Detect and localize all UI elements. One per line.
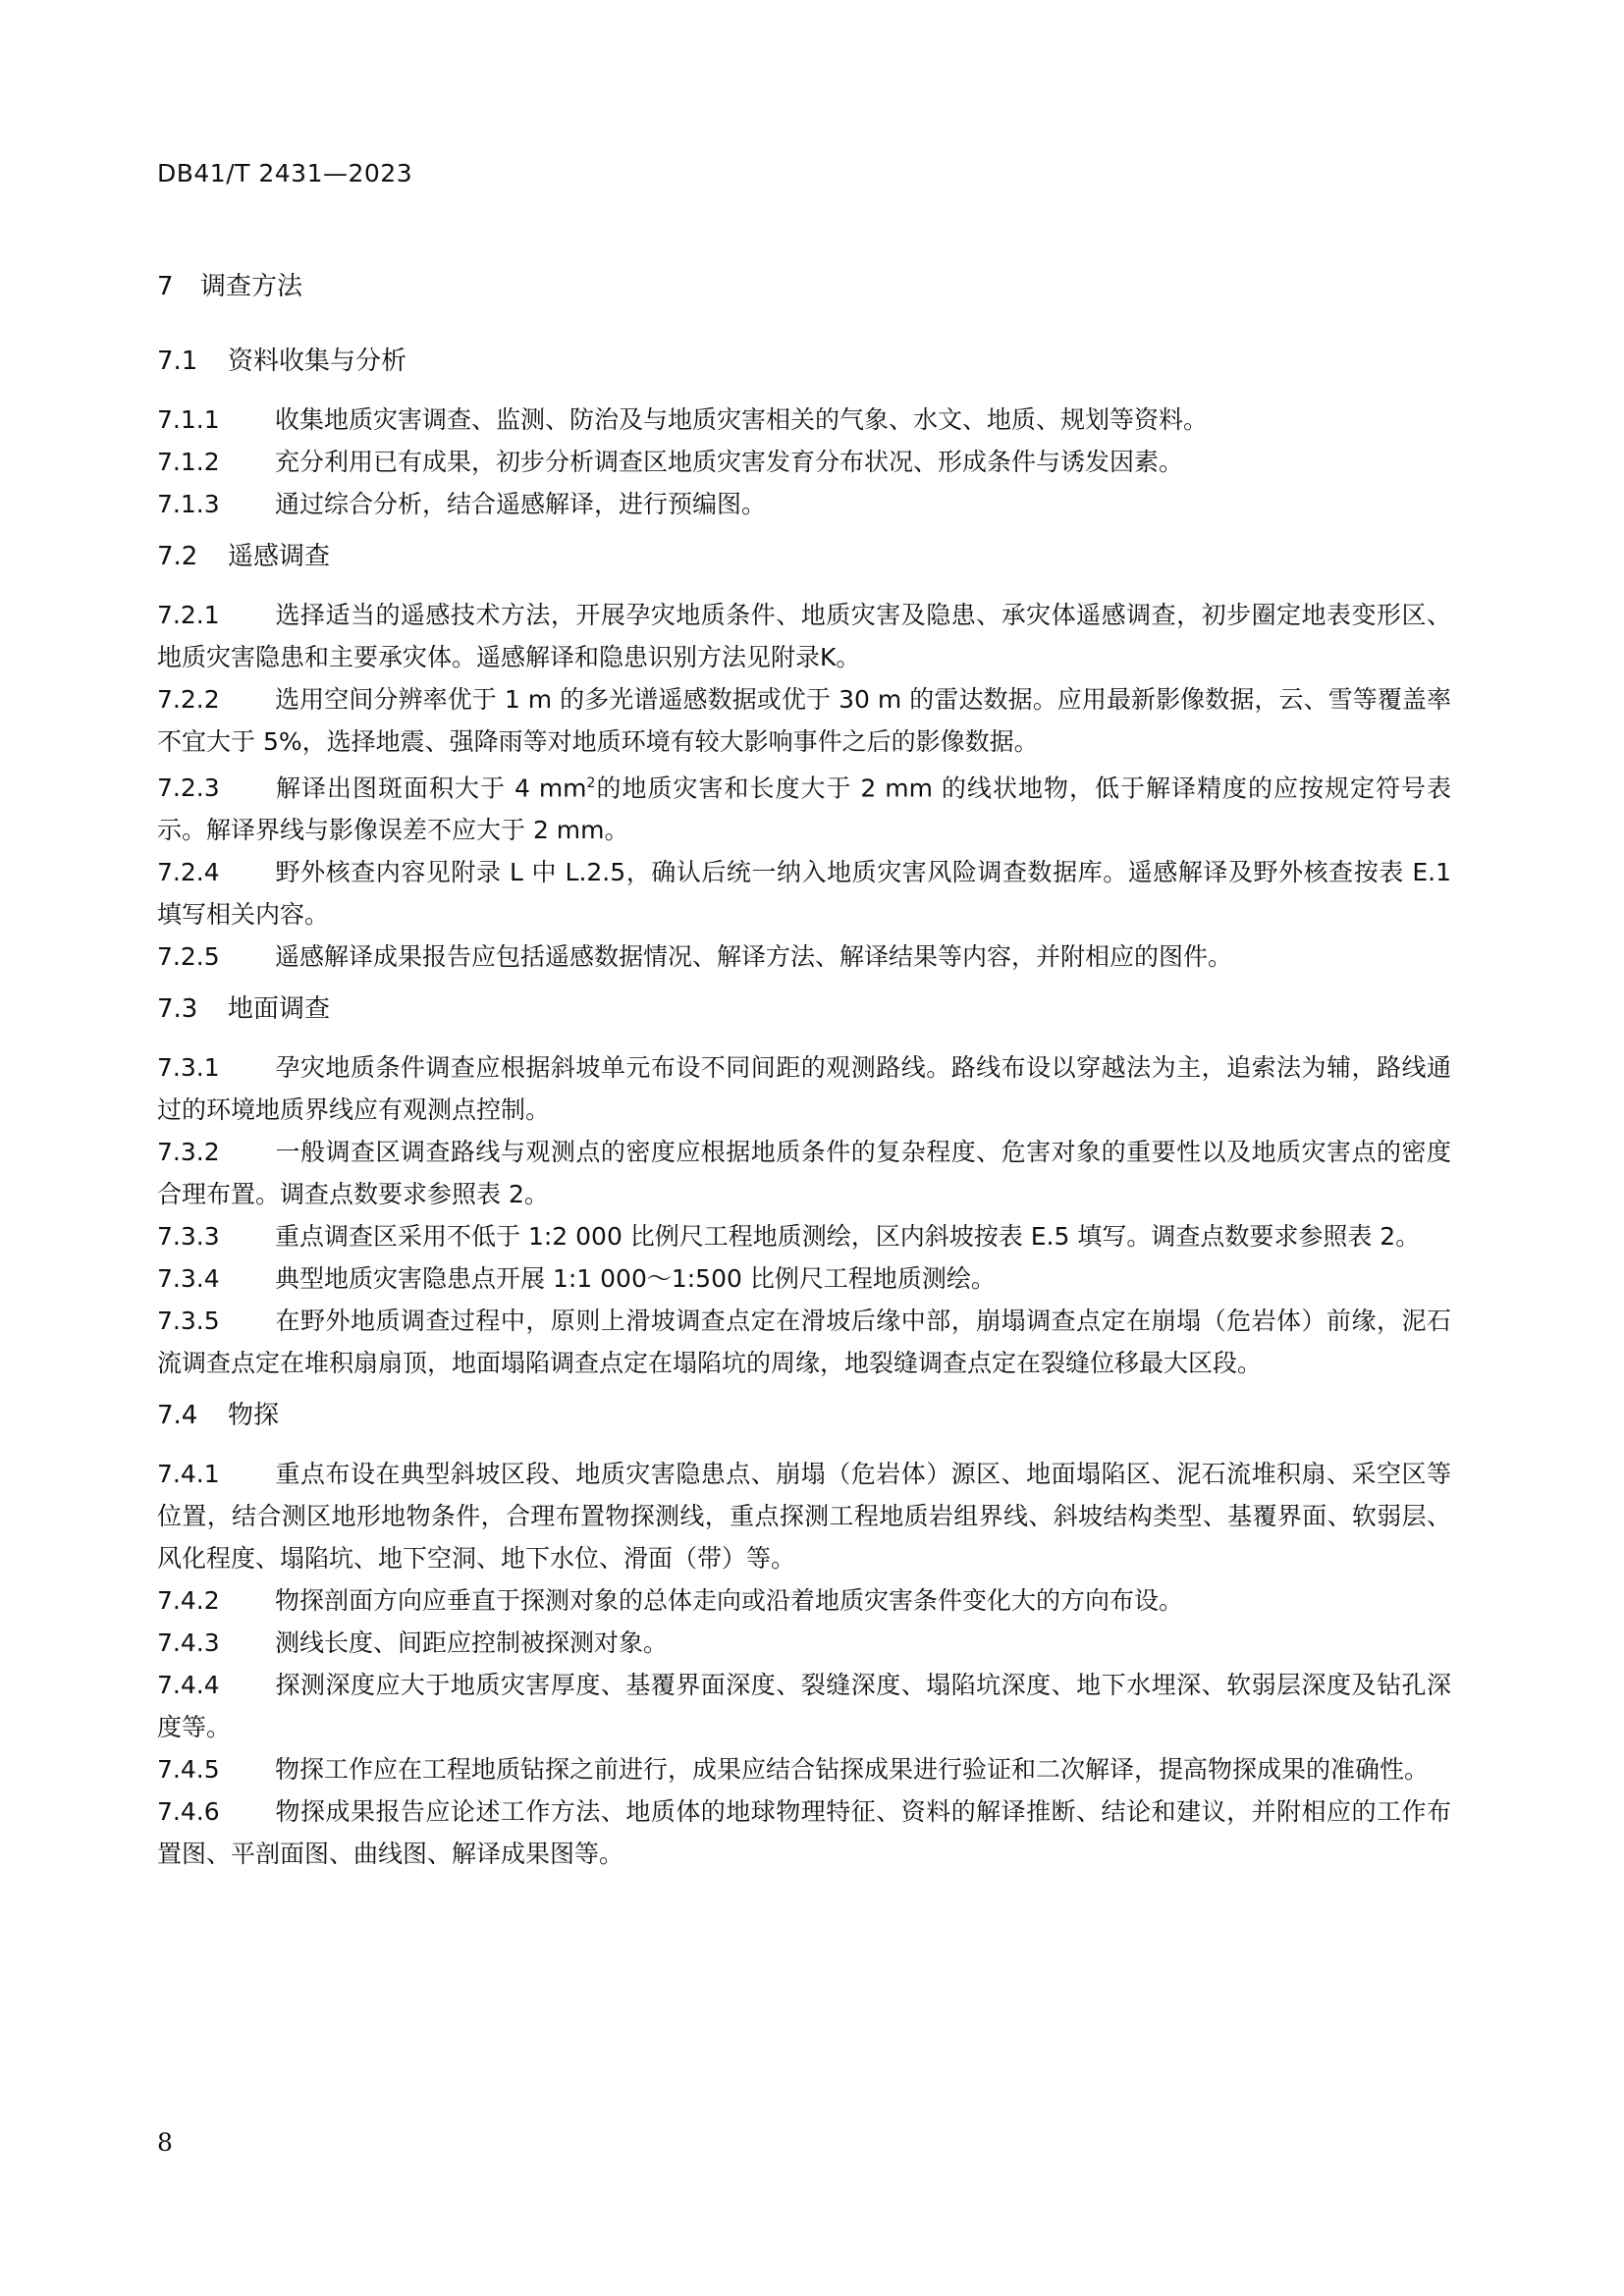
section-heading: [157, 1396, 1451, 1435]
clause: [157, 1131, 1451, 1215]
clause-text-after: 的地质灾害和长度大于 2 mm 的线状地物，低于解译精度的应按规定符号表示。解译界线与影像误差不应大于 2 mm。: [157, 774, 1451, 845]
clause-text: 选用空间分辨率优于 1 m 的多光谱遥感数据或优于 30 m 的雷达数据。应用最新影像数据，云、雪等覆盖率不宜大于 5%，选择地震、强降雨等对地质环境有较大影响事件之后的影像数据。: [157, 685, 1451, 756]
section-number: 7.1: [157, 347, 198, 376]
clause: [157, 399, 1451, 441]
chapter-title: 调查方法: [200, 272, 303, 301]
clause: [157, 1622, 1451, 1664]
clause-text: 重点调查区采用不低于 1:2 000 比例尺工程地质测绘，区内斜坡按表 E.5 填写。调查点数要求参照表 2。: [275, 1222, 1421, 1252]
clause: [157, 441, 1451, 483]
clause-text: 物探成果报告应论述工作方法、地质体的地球物理特征、资料的解译推断、结论和建议，并附相应的工作布置图、平剖面图、曲线图、解译成果图等。: [157, 1797, 1451, 1869]
section-heading: [157, 537, 1451, 576]
clause-text: 物探剖面方向应垂直于探测对象的总体走向或沿着地质灾害条件变化大的方向布设。: [275, 1586, 1184, 1616]
clause-number: 7.4.3: [157, 1629, 220, 1658]
clause-text: 孕灾地质条件调查应根据斜坡单元布设不同间距的观测路线。路线布设以穿越法为主，追索法为辅，路线通过的环境地质界线应有观测点控制。: [157, 1053, 1451, 1125]
clause: [157, 483, 1451, 525]
clause-text: 选择适当的遥感技术方法，开展孕灾地质条件、地质灾害及隐患、承灾体遥感调查，初步圈定地表变形区、地质灾害隐患和主要承灾体。遥感解译和隐患识别方法见附录K。: [157, 601, 1451, 671]
clause: [157, 594, 1451, 678]
section-number: 7.2: [157, 542, 198, 571]
clause: [157, 1579, 1451, 1622]
clause: [157, 763, 1451, 851]
clause-number: 7.3.5: [157, 1307, 220, 1336]
clause: [157, 1790, 1451, 1875]
section-title: 遥感调查: [228, 542, 331, 571]
clause-text: 收集地质灾害调查、监测、防治及与地质灾害相关的气象、水文、地质、规划等资料。: [275, 405, 1209, 434]
clause: [157, 1748, 1451, 1790]
document-body: [157, 267, 1451, 1875]
clause-number: 7.3.4: [157, 1264, 220, 1294]
clause-text: 一般调查区调查路线与观测点的密度应根据地质条件的复杂程度、危害对象的重要性以及地质灾害点的密度合理布置。调查点数要求参照表 2。: [157, 1138, 1451, 1209]
clause-text: 测线长度、间距应控制被探测对象。: [275, 1629, 669, 1658]
clause-number: 7.1.2: [157, 448, 220, 476]
section-title: 资料收集与分析: [228, 347, 407, 376]
superscript: 2: [586, 775, 596, 791]
clause-number: 7.1.1: [157, 405, 220, 434]
clause-text: 重点布设在典型斜坡区段、地质灾害隐患点、崩塌（危岩体）源区、地面塌陷区、泥石流堆积扇、采空区等位置，结合测区地形地物条件，合理布置物探测线，重点探测工程地质岩组界线、斜坡结构类型、基覆界面、软弱层、风化程度、塌陷坑、地下空洞、地下水位、滑面（带）等。: [157, 1460, 1451, 1574]
standard-code: DB41/T 2431—2023: [157, 159, 413, 187]
clause: [157, 1046, 1451, 1131]
clause: [157, 678, 1451, 763]
clause-text: 探测深度应大于地质灾害厚度、基覆界面深度、裂缝深度、塌陷坑深度、地下水埋深、软弱层深度及钻孔深度等。: [157, 1671, 1451, 1742]
clause-number: 7.1.3: [157, 490, 220, 518]
clause-number: 7.4.4: [157, 1671, 220, 1700]
clause-text: 物探工作应在工程地质钻探之前进行，成果应结合钻探成果进行验证和二次解译，提高物探成果的准确性。: [275, 1755, 1430, 1785]
clause-number: 7.3.2: [157, 1138, 220, 1167]
clause-number: 7.4.1: [157, 1460, 220, 1489]
clause-number: 7.2.5: [157, 942, 220, 972]
clause-number: 7.2.3: [157, 774, 220, 803]
clause-number: 7.3.1: [157, 1053, 220, 1083]
clause-text: 野外核查内容见附录 L 中 L.2.5，确认后统一纳入地质灾害风险调查数据库。遥感解译及野外核查按表 E.1 填写相关内容。: [157, 858, 1451, 930]
clause-text: 在野外地质调查过程中，原则上滑坡调查点定在滑坡后缘中部，崩塌调查点定在崩塌（危岩体）前缘，泥石流调查点定在堆积扇扇顶，地面塌陷调查点定在塌陷坑的周缘，地裂缝调查点定在裂缝位移最大区段。: [157, 1307, 1451, 1378]
chapter-heading: [157, 267, 1451, 306]
clause-number: 7.4.2: [157, 1586, 220, 1616]
clause-text: 通过综合分析，结合遥感解译，进行预编图。: [275, 490, 767, 518]
clause-number: 7.2.1: [157, 601, 220, 629]
page-number: 8: [157, 2128, 173, 2157]
section-number: 7.4: [157, 1401, 198, 1431]
clause-number: 7.4.6: [157, 1797, 220, 1827]
clause-number: 7.2.2: [157, 685, 220, 714]
clause-number: 7.2.4: [157, 858, 220, 887]
clause-number: 7.3.3: [157, 1222, 220, 1252]
section-heading: [157, 989, 1451, 1029]
section-heading: [157, 342, 1451, 381]
section-title: 物探: [228, 1401, 280, 1431]
clause: [157, 1215, 1451, 1257]
clause-text-before: 解译出图斑面积大于 4 mm: [275, 774, 587, 803]
section-number: 7.3: [157, 994, 198, 1025]
chapter-number: 7: [157, 272, 174, 301]
clause: [157, 1300, 1451, 1384]
clause: [157, 935, 1451, 978]
clause: [157, 1664, 1451, 1748]
clause: [157, 1453, 1451, 1579]
clause-text: 遥感解译成果报告应包括遥感数据情况、解译方法、解译结果等内容，并附相应的图件。: [275, 942, 1233, 972]
section-title: 地面调查: [228, 994, 331, 1025]
clause-text: 充分利用已有成果，初步分析调查区地质灾害发育分布状况、形成条件与诱发因素。: [275, 448, 1184, 476]
clause: [157, 1257, 1451, 1300]
clause-text: 典型地质灾害隐患点开展 1:1 000～1:500 比例尺工程地质测绘。: [275, 1264, 996, 1294]
clause-number: 7.4.5: [157, 1755, 220, 1785]
clause: [157, 851, 1451, 935]
